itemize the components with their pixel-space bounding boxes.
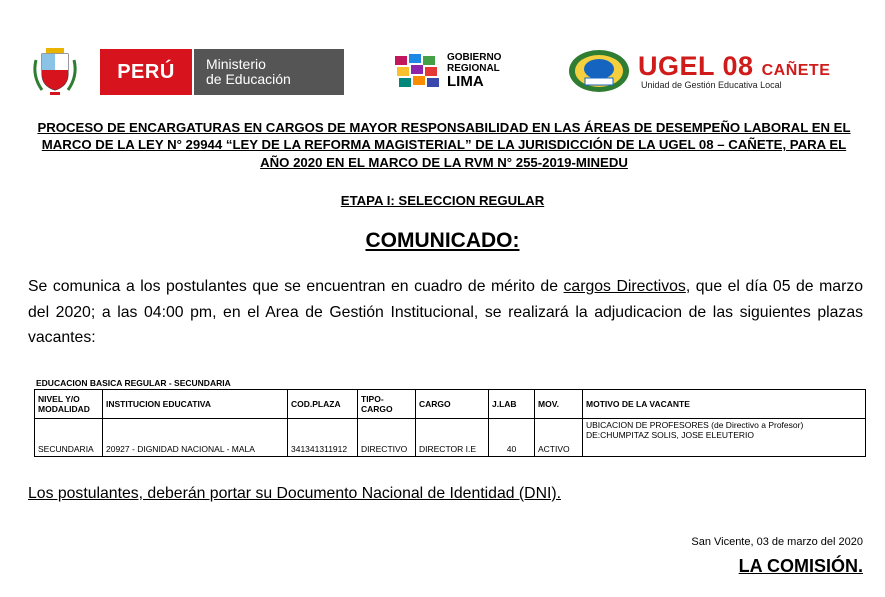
document-title: PROCESO DE ENCARGATURAS EN CARGOS DE MAYOR RESPONSABILIDAD EN LAS ÁREAS DE DESEMPEÑO LABORAL EN EL MARCO DE LA LEY N° 29944 “LEY DE LA REFORMA MAGISTERIAL” DE LA JURISDICCIÓN DE LA UGEL 08 – CAÑETE, PARA EL AÑO 2020 EN EL MARCO DE LA RVM N° 255-2019-MINEDU [37,120,851,170]
motivo-line2: DE:CHUMPITAZ SOLIS, JOSE ELEUTERIO [586,430,754,440]
signature-comision: LA COMISIÓN. [738,556,863,576]
gobierno-line3: LIMA [447,73,484,90]
date-place: San Vicente, 03 de marzo del 2020 [691,536,863,548]
ugel-subtitle: Unidad de Gestión Educativa Local [641,80,782,90]
para-part1: Se comunica a los postulantes que se encuentran en cuadro de mérito de [28,278,564,295]
ugel-city: CAÑETE [761,62,831,79]
gobierno-regional-logo [393,52,443,90]
header-institucion: INSTITUCION EDUCATIVA [103,390,288,419]
header-tipo-cargo: TIPO-CARGO [358,390,416,419]
para-underlined: cargos Directivos [563,278,686,295]
announcement-paragraph [28,274,863,351]
motivo-line1: UBICACION DE PROFESORES (de Directivo a Profesor) [586,420,804,430]
cell-cod-plaza: 341341311912 [288,419,358,457]
cell-institucion: 20927 - DIGNIDAD NACIONAL - MALA [103,419,288,457]
ugel-emblem-logo [567,48,631,94]
cell-nivel: SECUNDARIA [35,419,103,457]
header-cod-plaza: COD.PLAZA [288,390,358,419]
cell-cargo: DIRECTOR I.E [416,419,489,457]
para-part2: , que el día 05 de marzo del 2020; a las 04:00 pm, en el Area de Gestión Institucional, se realizará la adjudicacion de las siguientes plazas vacantes: [28,278,864,346]
peru-label: PERÚ [117,60,175,83]
peru-brand-box [100,49,192,95]
ministerio-line1: Ministerio [206,56,266,72]
ministerio-educacion-box [194,49,344,95]
postulantes-note: Los postulantes, deberán portar su Documento Nacional de Identidad (DNI). [28,485,562,502]
ugel-title [638,51,830,82]
vacancies-table [34,389,866,457]
table-row [35,419,866,457]
table-header-row [35,390,866,419]
header-mov: MOV. [535,390,583,419]
etapa-heading: ETAPA I: SELECCION REGULAR [340,193,545,208]
header-motivo: MOTIVO DE LA VACANTE [583,390,866,419]
cell-jlab: 40 [489,419,535,457]
comunicado-heading: COMUNICADO: [365,229,520,252]
header-cargo: CARGO [416,390,489,419]
gobierno-regional-text [447,52,527,90]
cell-motivo [583,419,866,457]
cell-mov: ACTIVO [535,419,583,457]
gobierno-line1: GOBIERNO [447,52,502,63]
cell-tipo-cargo: DIRECTIVO [358,419,416,457]
peru-coat-of-arms-logo [28,46,82,96]
gobierno-line2: REGIONAL [447,63,500,74]
header-jlab: J.LAB [489,390,535,419]
ugel-title-main: UGEL 08 [638,51,754,81]
ministerio-line2: de Educación [206,71,291,87]
table-caption: EDUCACION BASICA REGULAR - SECUNDARIA [36,378,231,388]
header-nivel: NIVEL Y/O MODALIDAD [35,390,103,419]
